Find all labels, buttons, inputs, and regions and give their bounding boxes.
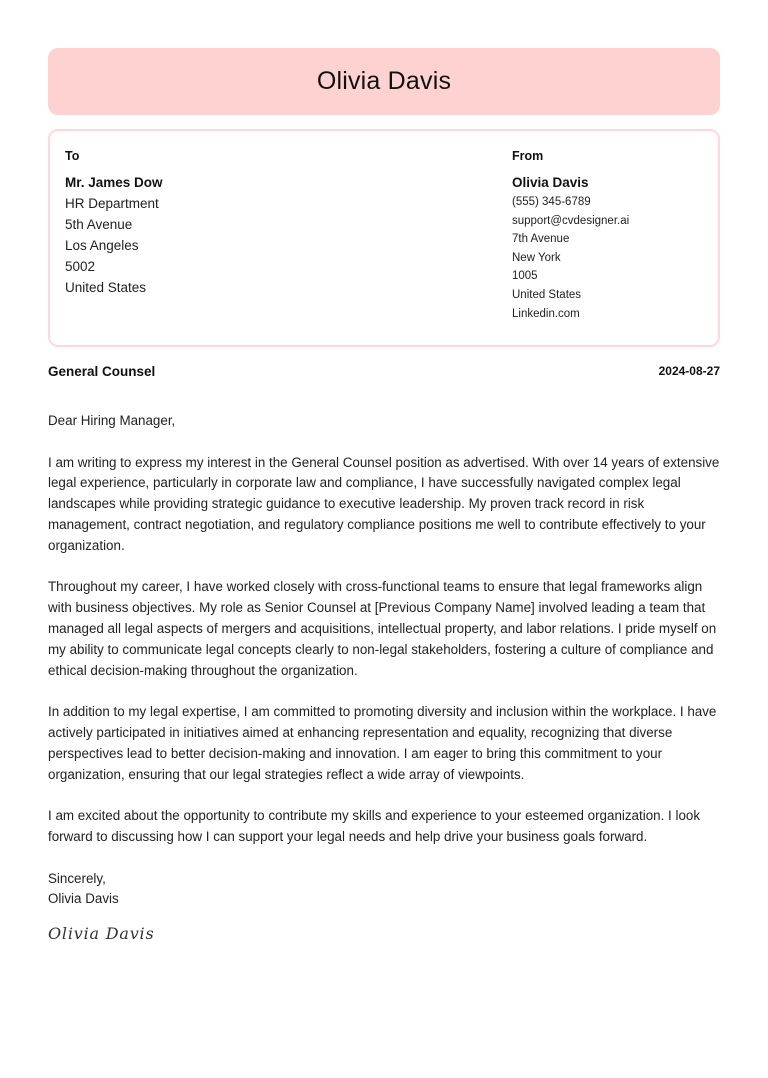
letter-body (48, 411, 723, 910)
greeting: Dear Hiring Manager, (48, 413, 176, 428)
body-paragraph: In addition to my legal expertise, I am committed to promoting diversity and inclusion within the workplace. I have actively participated in initiatives aimed at enhancing representation and equality, recognizing that diverse perspectives lead to better decision-making and innovation. I am eager to bring this commitment to your organization, ensuring that our legal strategies reflect a wide array of viewpoints. (48, 704, 717, 782)
body-paragraph: I am excited about the opportunity to contribute my skills and experience to your esteemed organization. I look forward to discussing how I can support your legal needs and help drive your business goals forward. (48, 808, 701, 844)
recipient-line: Los Angeles (65, 238, 139, 253)
recipient-line: United States (65, 280, 147, 295)
handwritten-signature: Olivia Davis (48, 924, 155, 943)
job-title: General Counsel (48, 364, 156, 379)
body-paragraph: Throughout my career, I have worked closely with cross-functional teams to ensure that legal frameworks align with business objectives. My role as Senior Counsel at [Previous Company Name] involved leading a team that managed all legal aspects of mergers and acquisitions, intellectual property, and labor relations. I pride myself on my ability to communicate legal concepts clearly to non-legal stakeholders, fostering a culture of compliance and ethical decision-making throughout the organization. (48, 579, 717, 678)
sender-zip: 1005 (512, 270, 538, 283)
sender-city: New York (512, 251, 561, 264)
recipient-line: 5002 (65, 259, 96, 274)
sender-email: support@cvdesigner.ai (512, 214, 630, 227)
recipient-name: Mr. James Dow (65, 175, 163, 190)
recipient-line: 5th Avenue (65, 217, 133, 232)
recipient-line: HR Department (65, 196, 159, 211)
sender-linkedin: Linkedin.com (512, 307, 580, 320)
letter-date: 2024-08-27 (658, 364, 720, 378)
address-box (48, 129, 720, 347)
sender-block (512, 147, 712, 323)
sender-phone: (555) 345-6789 (512, 196, 591, 208)
applicant-name: Olivia Davis (316, 67, 452, 95)
closing-name: Olivia Davis (48, 891, 119, 907)
sender-name: Olivia Davis (512, 175, 589, 190)
sender-street: 7th Avenue (512, 233, 570, 246)
body-paragraph: I am writing to express my interest in the General Counsel position as advertised. With over 14 years of extensive legal experience, particularly in corporate law and compliance, I have successfully navigated complex legal landscapes while providing strategic guidance to executive leadership. My proven track record in risk management, contract negotiation, and regulatory compliance positions me well to contribute effectively to your organization. (48, 454, 720, 553)
sender-country: United States (512, 288, 582, 301)
to-label: To (65, 149, 80, 163)
recipient-block (65, 147, 395, 298)
closing: Sincerely, (48, 870, 106, 886)
header-banner (48, 48, 720, 115)
from-label: From (512, 149, 544, 163)
